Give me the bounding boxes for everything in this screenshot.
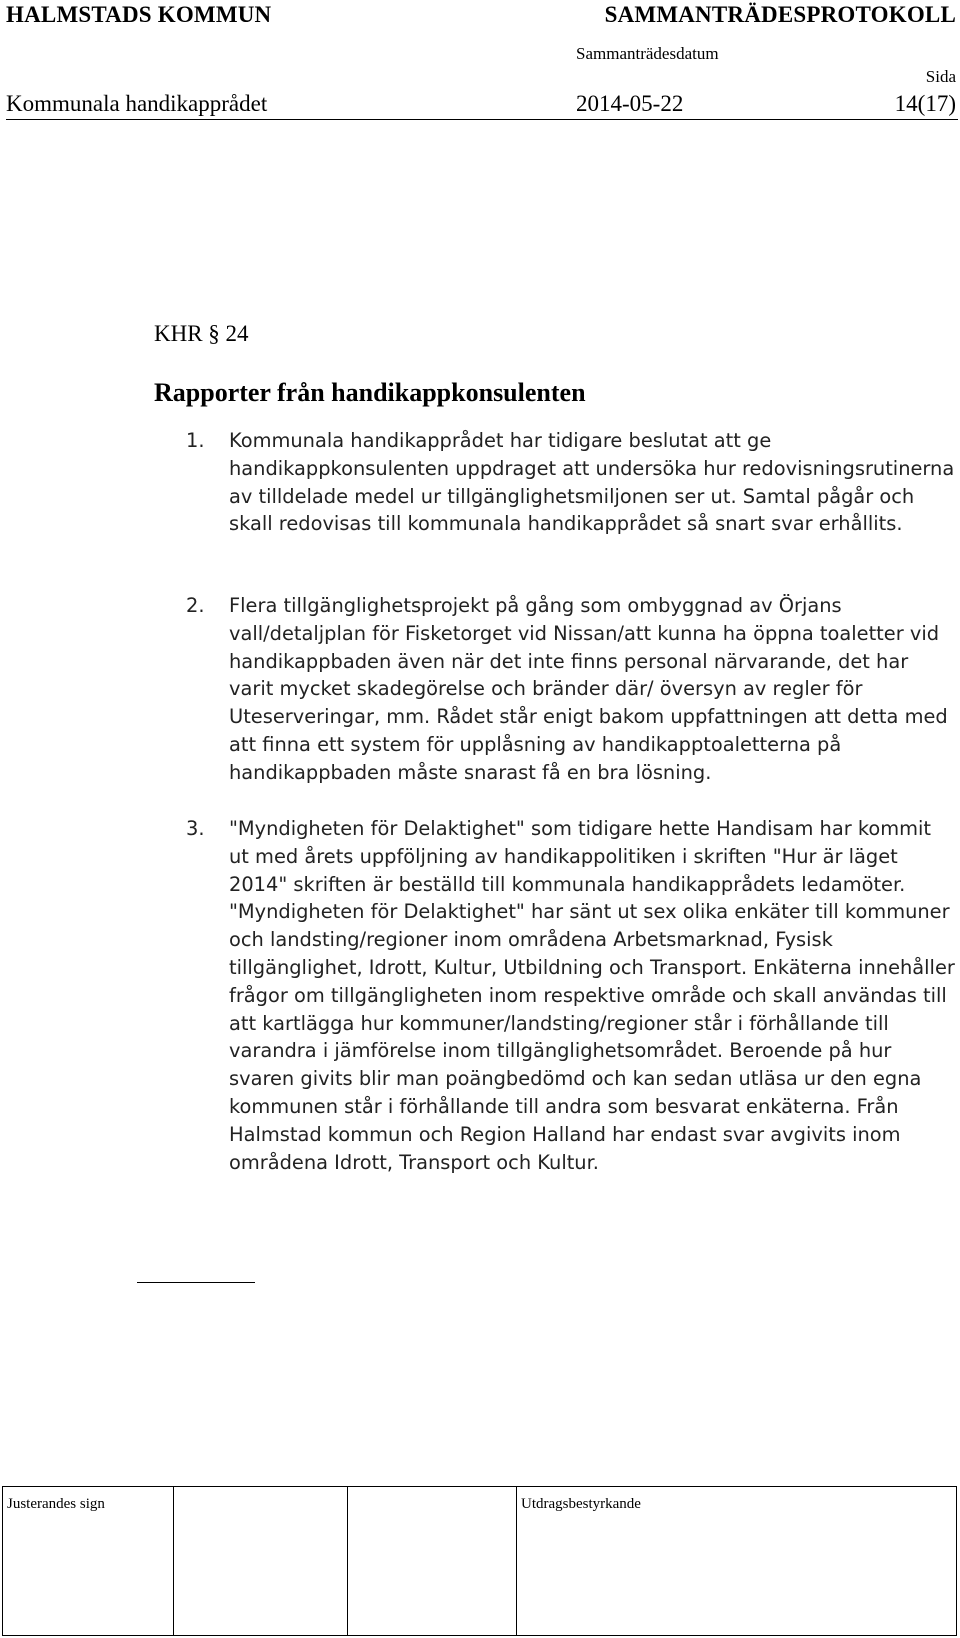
sign-label: Justerandes sign [7,1496,105,1512]
header-divider [6,119,958,120]
paragraph: "Myndigheten för Delaktighet" som tidigare hette Handisam har kommit ut med årets uppföljning av handikappolitiken i skriften "Hur är läget 2014" skriften är beställd till kommunala handikapprådets ledamöter. [229,817,932,896]
list-item-text [229,815,956,1176]
sign-cell [173,1486,348,1636]
document-type: SAMMANTRÄDESPROTOKOLL [604,2,956,27]
list-item-text [229,427,956,538]
signature-footer [2,1486,957,1636]
sign-cell [2,1486,174,1636]
footnote-divider [137,1282,255,1283]
list-item-number: 3. [186,817,205,840]
date-label: Sammanträdesdatum [576,44,719,63]
organization-name: HALMSTADS KOMMUN [6,2,272,27]
sign-cell [347,1486,517,1636]
list-item-number: 1. [186,429,205,452]
committee-name: Kommunala handikapprådet [6,91,268,116]
paragraph: Kommunala handikapprådet har tidigare beslutat att ge handikappkonsulenten uppdraget att undersöka hur redovisningsrutinerna av tilldelade medel ur tillgänglighetsmiljonen ser ut. Samtal pågår och skall redovisas till kommunala handikapprådet så snart svar erhållits. [229,429,955,536]
section-id: KHR § 24 [154,321,249,346]
list-item [186,815,956,1176]
page-number: 14(17) [894,91,956,116]
extract-label: Utdragsbestyrkande [521,1496,641,1512]
list-item [186,427,956,538]
meeting-date: 2014-05-22 [576,91,684,116]
list-item [186,592,956,787]
page-label: Sida [925,67,956,86]
section-title: Rapporter från handikappkonsulenten [154,378,586,407]
list-item-number: 2. [186,594,205,617]
paragraph: Flera tillgänglighetsprojekt på gång som ombyggnad av Örjans vall/detaljplan för Fisketorget vid Nissan/att kunna ha öppna toaletter vid handikappbaden även när det inte finns personal närvarande, det har varit mycket skadegörelse och bränder där/ översyn av regler för Uteserveringar, mm. Rådet står enigt bakom uppfattningen att detta med att finna ett system för upplåsning av handikapptoaletterna på handikappbaden måste snarast få en bra lösning. [229,594,948,784]
extract-cell [516,1486,957,1636]
list-item-text [229,592,956,787]
paragraph: "Myndigheten för Delaktighet" har sänt ut sex olika enkäter till kommuner och landsting/regioner inom områdena Arbetsmarknad, Fysisk tillgänglighet, Idrott, Kultur, Utbildning och Transport. Enkäterna innehåller frågor om tillgängligheten inom respektive område och skall användas till att kartlägga hur kommuner/landsting/regioner står i förhållande till varandra i jämförelse inom tillgänglighetsområdet. Beroende på hur svaren givits blir man poängbedömd och kan sedan utläsa ur den egna kommunen står i förhållande till andra som besvarat enkäterna. Från Halmstad kommun och Region Halland har endast svar avgivits inom områdena Idrott, Transport och Kultur. [229,900,955,1174]
